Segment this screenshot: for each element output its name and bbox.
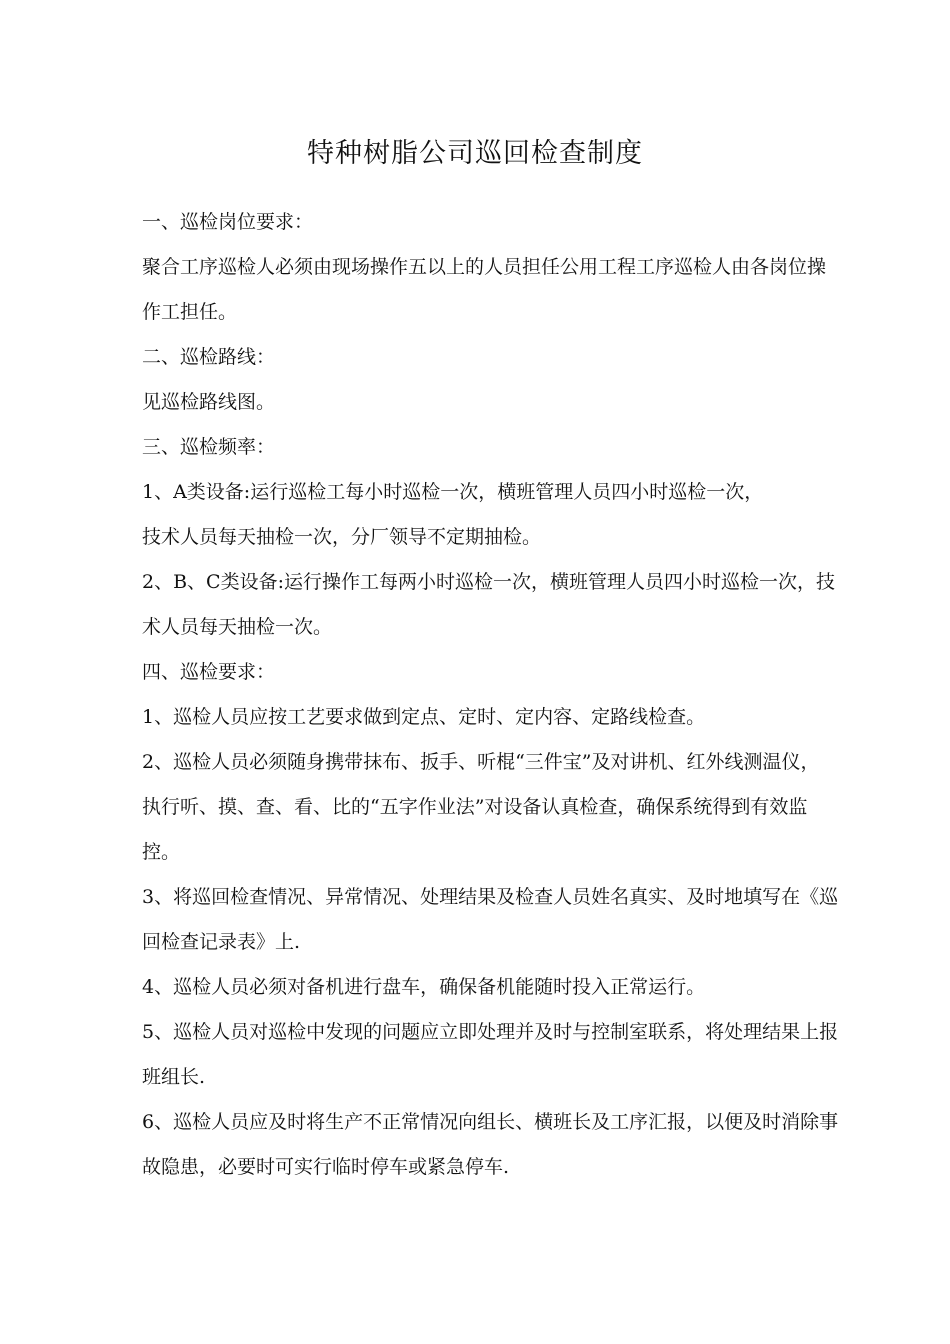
paragraph-line: 1、巡检人员应按工艺要求做到定点、定时、定内容、定路线检查。 (142, 706, 706, 728)
paragraph-line: 作工担任。 (142, 301, 238, 323)
section-heading: 四、巡检要求： (142, 661, 276, 683)
paragraph-line: 班组长. (142, 1066, 206, 1088)
paragraph-line: 1、A类设备:运行巡检工每小时巡检一次，横班管理人员四小时巡检一次， (142, 481, 764, 503)
section-heading: 三、巡检频率： (142, 436, 276, 458)
paragraph-line: 2、巡检人员必须随身携带抹布、扳手、听棍“三件宝”及对讲机、红外线测温仪， (142, 751, 820, 773)
document-body (142, 200, 842, 1190)
paragraph-line: 术人员每天抽检一次。 (142, 616, 333, 638)
section-heading: 一、巡检岗位要求： (142, 211, 314, 233)
paragraph-line: 聚合工序巡检人必须由现场操作五以上的人员担任公用工程工序巡检人由各岗位操 (142, 256, 827, 278)
paragraph-line: 5、巡检人员对巡检中发现的问题应立即处理并及时与控制室联系，将处理结果上报 (142, 1021, 839, 1043)
paragraph-line: 2、B、C类设备:运行操作工每两小时巡检一次，横班管理人员四小时巡检一次，技 (142, 571, 835, 593)
paragraph-line: 4、巡检人员必须对备机进行盘车，确保备机能随时投入正常运行。 (142, 976, 706, 998)
paragraph-line: 3、将巡回检查情况、异常情况、处理结果及检查人员姓名真实、及时地填写在《巡 (142, 886, 839, 908)
paragraph-line: 执行听、摸、查、看、比的“五字作业法”对设备认真检查，确保系统得到有效监 (142, 796, 808, 818)
paragraph-line: 见巡检路线图。 (142, 391, 276, 413)
section-heading: 二、巡检路线： (142, 346, 276, 368)
paragraph-line: 技术人员每天抽检一次，分厂领导不定期抽检。 (142, 526, 542, 548)
paragraph-line: 故隐患，必要时可实行临时停车或紧急停车. (142, 1156, 510, 1178)
paragraph-line: 回检查记录表》上. (142, 931, 301, 953)
paragraph-line: 6、巡检人员应及时将生产不正常情况向组长、横班长及工序汇报，以便及时消除事 (142, 1111, 839, 1133)
document-title: 特种树脂公司巡回检查制度 (307, 138, 643, 169)
paragraph-line: 控。 (142, 841, 181, 863)
